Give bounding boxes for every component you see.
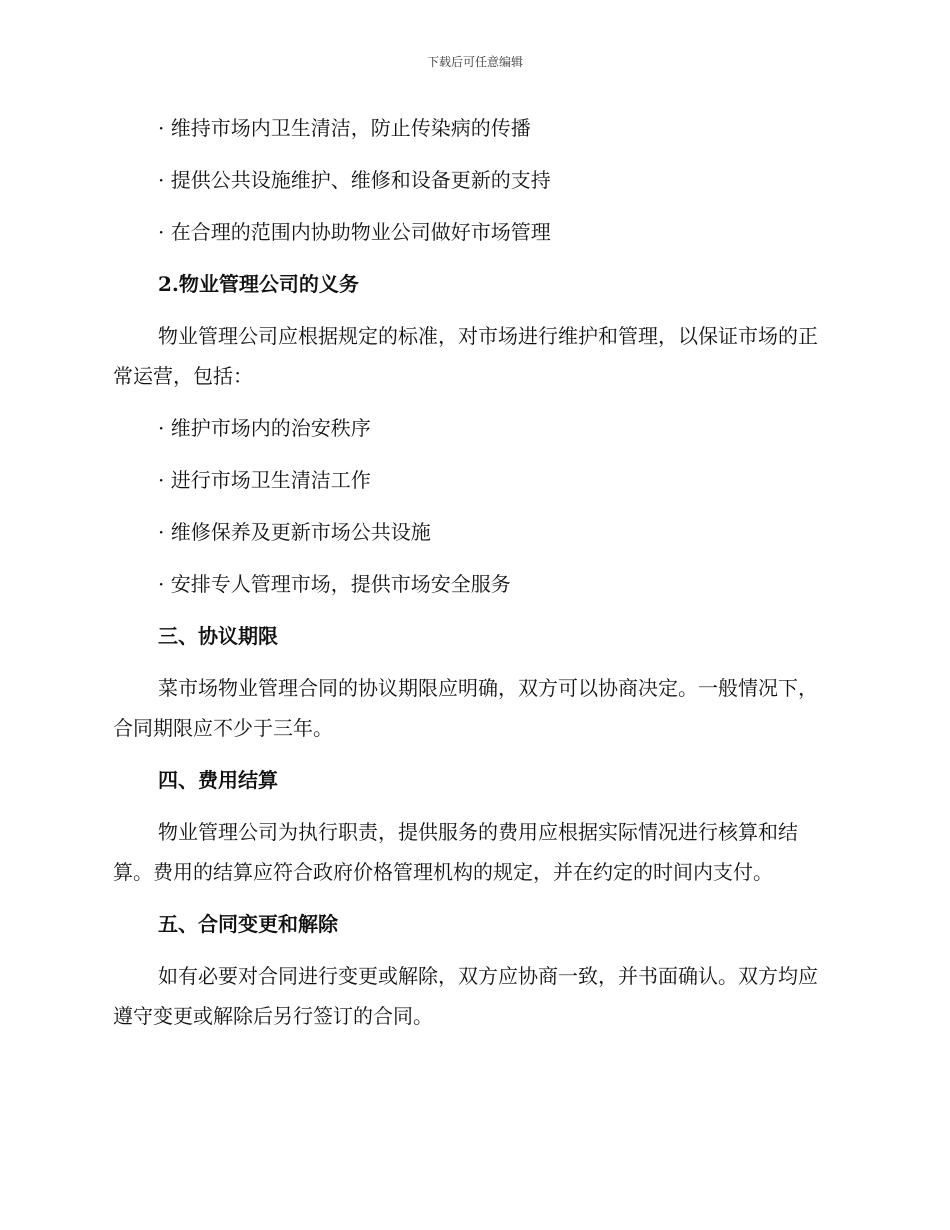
paragraph: 菜市场物业管理合同的协议期限应明确，双方可以协商决定。一般情况下，合同期限应不少于三年。 [113,676,818,740]
bullet-item: · 进行市场卫生清洁工作 [158,468,371,492]
section-heading: 四、费用结算 [158,768,278,792]
section-heading: 五、合同变更和解除 [158,912,338,936]
bullet-item: · 在合理的范围内协助物业公司做好市场管理 [158,220,551,244]
bullet-item: · 维修保养及更新市场公共设施 [158,520,431,544]
paragraph: 如有必要对合同进行变更或解除，双方应协商一致，并书面确认。双方均应遵守变更或解除后另行签订的合同。 [113,964,818,1028]
bullet-item: · 维持市场内卫生清洁，防止传染病的传播 [158,116,531,140]
bullet-item: · 维护市场内的治安秩序 [158,416,371,440]
bullet-item: · 安排专人管理市场，提供市场安全服务 [158,572,511,596]
document-body [113,108,833,1048]
section-heading: 2.物业管理公司的义务 [158,272,359,296]
page-header-note: 下载后可任意编辑 [426,55,523,69]
section-heading: 三、协议期限 [158,624,278,648]
bullet-item: · 提供公共设施维护、维修和设备更新的支持 [158,168,551,192]
paragraph: 物业管理公司应根据规定的标准，对市场进行维护和管理，以保证市场的正常运营，包括： [113,324,818,388]
paragraph: 物业管理公司为执行职责，提供服务的费用应根据实际情况进行核算和结算。费用的结算应符合政府价格管理机构的规定，并在约定的时间内支付。 [113,820,798,884]
